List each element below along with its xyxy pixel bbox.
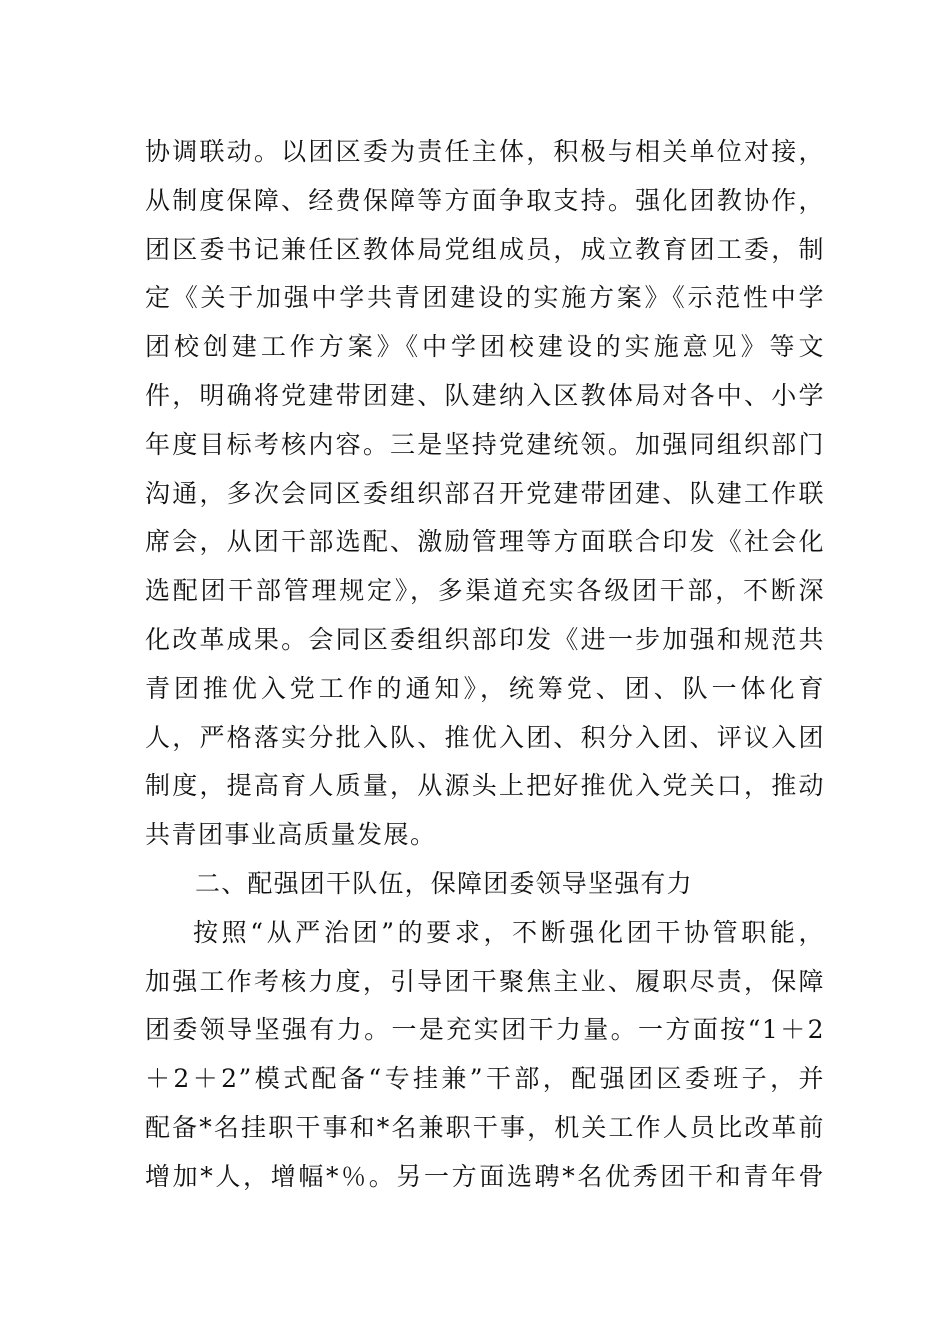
paragraph-line: 件，明确将党建带团建、队建纳入区教体局对各中、小学 (145, 380, 825, 410)
paragraph-line: 人，严格落实分批入队、推优入团、积分入团、评议入团 (145, 722, 825, 752)
paragraph-line: 选配团干部管理规定》，多渠道充实各级团干部，不断深 (145, 576, 825, 606)
document-body (145, 128, 825, 1202)
paragraph-line: 团区委书记兼任区教体局党组成员，成立教育团工委，制 (145, 234, 825, 264)
paragraph-line: 加强工作考核力度，引导团干聚焦主业、履职尽责，保障 (145, 966, 825, 996)
paragraph-line: 制度，提高育人质量，从源头上把好推优入党关口，推动 (145, 771, 825, 801)
paragraph-line: 沟通，多次会同区委组织部召开党建带团建、队建工作联 (145, 478, 825, 508)
paragraph-line: 定《关于加强中学共青团建设的实施方案》《示范性中学 (145, 283, 825, 313)
paragraph-line: 增加*人，增幅*％。另一方面选聘*名优秀团干和青年骨 (145, 1161, 825, 1191)
paragraph-line: 共青团事业高质量发展。 (145, 820, 437, 850)
paragraph-line: 配备*名挂职干事和*名兼职干事，机关工作人员比改革前 (145, 1112, 825, 1142)
paragraph-line: 团委领导坚强有力。一是充实团干力量。一方面按“1＋2 (145, 1015, 825, 1045)
paragraph-line: 协调联动。以团区委为责任主体，积极与相关单位对接， (145, 137, 825, 166)
paragraph-line: 从制度保障、经费保障等方面争取支持。强化团教协作， (145, 185, 825, 215)
paragraph-line: 席会，从团干部选配、激励管理等方面联合印发《社会化 (145, 527, 825, 557)
paragraph-line: 化改革成果。会同区委组织部印发《进一步加强和规范共 (145, 624, 825, 654)
paragraph-line: ＋2＋2”模式配备“专挂兼”干部，配强团区委班子，并 (145, 1064, 825, 1094)
paragraph-line: 团校创建工作方案》《中学团校建设的实施意见》等文 (145, 332, 825, 362)
paragraph-line: 年度目标考核内容。三是坚持党建统领。加强同组织部门 (145, 429, 825, 459)
paragraph-line: 青团推优入党工作的通知》，统筹党、团、队一体化育 (145, 673, 825, 703)
paragraph-first-line: 按照“从严治团”的要求，不断强化团干协管职能， (193, 917, 825, 947)
section-heading: 二、配强团干队伍，保障团委领导坚强有力 (195, 868, 693, 898)
